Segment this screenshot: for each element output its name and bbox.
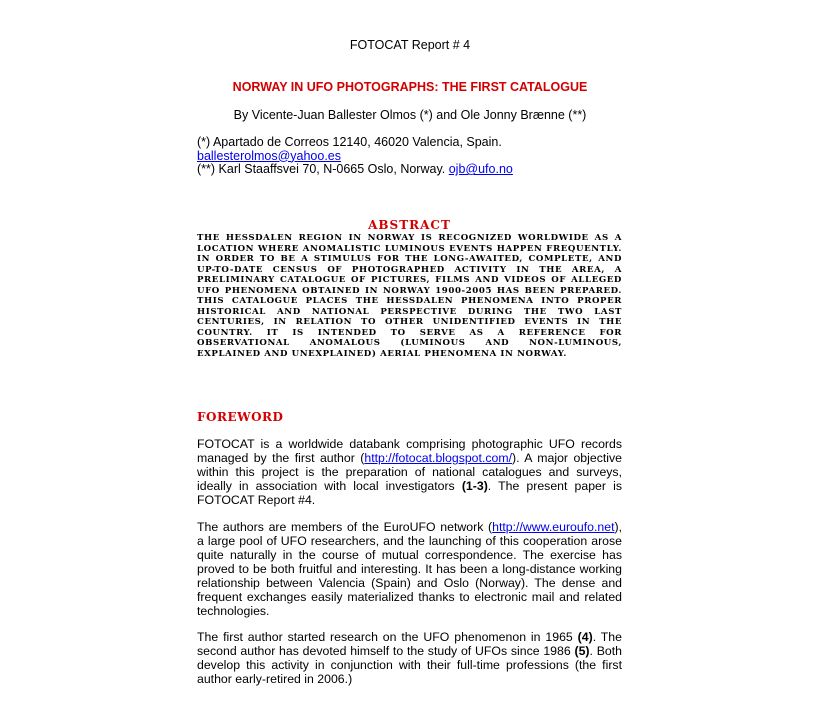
abstract-heading: ABSTRACT bbox=[368, 218, 451, 232]
address-line-2 bbox=[197, 163, 513, 177]
p1-text-b: ). A major objective within this project is the preparation of national catalogues and surveys, ideally in association with local investigators bbox=[197, 451, 622, 493]
address-line-2-text: (**) Karl Staaffsvei 70, N-0665 Oslo, Norway. bbox=[197, 162, 446, 177]
p3-text-a: The first author started research on the UFO phenomenon in 1965 bbox=[197, 630, 578, 644]
foreword-paragraph-3 bbox=[197, 630, 622, 686]
p3-text-b: . The second author has devoted himself to the study of UFOs since 1986 bbox=[197, 630, 622, 658]
p1-text-c: . The present paper is FOTOCAT Report #4. bbox=[197, 479, 622, 507]
p3-text-c: . Both develop this activity in conjunction with their full-time professions (the first author early-retired in 2006.) bbox=[197, 644, 622, 686]
addresses bbox=[197, 136, 513, 177]
p3-reference-2: (5) bbox=[574, 644, 590, 658]
report-number: FOTOCAT Report # 4 bbox=[349, 38, 471, 52]
document-title: NORWAY IN UFO PHOTOGRAPHS: THE FIRST CATALOGUE bbox=[232, 80, 588, 94]
p1-text-a: FOTOCAT is a worldwide databank comprising photographic UFO records managed by the first author ( bbox=[197, 437, 622, 465]
abstract-body: THE HESSDALEN REGION IN NORWAY IS RECOGNIZED WORLDWIDE AS A LOCATION WHERE ANOMALISTIC LUMINOUS EVENTS HAPPEN FREQUENTLY. IN ORDER TO BE A STIMULUS FOR THE LONG-AWAITED, COMPLETE, AND UP-TO-DATE CENSUS OF PHOTOGRAPHED ACTIVITY IN THE AREA, A PRELIMINARY CATALOGUE OF PICTURES, FILMS AND VIDEOS OF ALLEGED UFO PHENOMENA OBTAINED IN NORWAY 1900-2005 HAS BEEN PREPARED. THIS CATALOGUE PLACES THE HESSDALEN PHENOMENA INTO PROPER HISTORICAL AND NATIONAL PERSPECTIVE DURING THE TWO LAST CENTURIES, IN RELATION TO OTHER UNIDENTIFIED EVENTS IN THE COUNTRY. IT IS INTENDED TO SERVE AS A REFERENCE FOR OBSERVATIONAL ANOMALOUS (LUMINOUS AND NON-LUMINOUS, EXPLAINED AND UNEXPLAINED) AERIAL PHENOMENA IN NORWAY. bbox=[197, 233, 622, 359]
foreword-heading: FOREWORD bbox=[197, 410, 284, 424]
email-link-1[interactable]: ballesterolmos@yahoo.es bbox=[197, 148, 342, 163]
foreword-paragraph-1 bbox=[197, 437, 622, 507]
p3-reference-1: (4) bbox=[577, 630, 593, 644]
authors-line: By Vicente-Juan Ballester Olmos (*) and Ole Jonny Brænne (**) bbox=[233, 108, 587, 122]
p1-reference: (1-3) bbox=[461, 479, 488, 493]
p2-text-a: The authors are members of the EuroUFO network ( bbox=[197, 520, 493, 534]
foreword-paragraph-2 bbox=[197, 520, 622, 618]
fotocat-link[interactable]: http://fotocat.blogspot.com/ bbox=[364, 451, 513, 465]
address-line-1: (*) Apartado de Correos 12140, 46020 Valencia, Spain. bbox=[197, 135, 502, 149]
euroufo-link[interactable]: http://www.euroufo.net bbox=[492, 520, 615, 534]
email-link-2[interactable]: ojb@ufo.no bbox=[448, 162, 513, 177]
p2-text-b: ), a large pool of UFO researchers, and the launching of this cooperation arose quite naturally in the course of mutual correspondence. The exercise has proved to be both fruitful and interesting. It has been a long-distance working relationship between Valencia (Spain) and Oslo (Norway). The dense and frequent exchanges easily materialized thanks to electronic mail and related technologies. bbox=[197, 520, 622, 618]
